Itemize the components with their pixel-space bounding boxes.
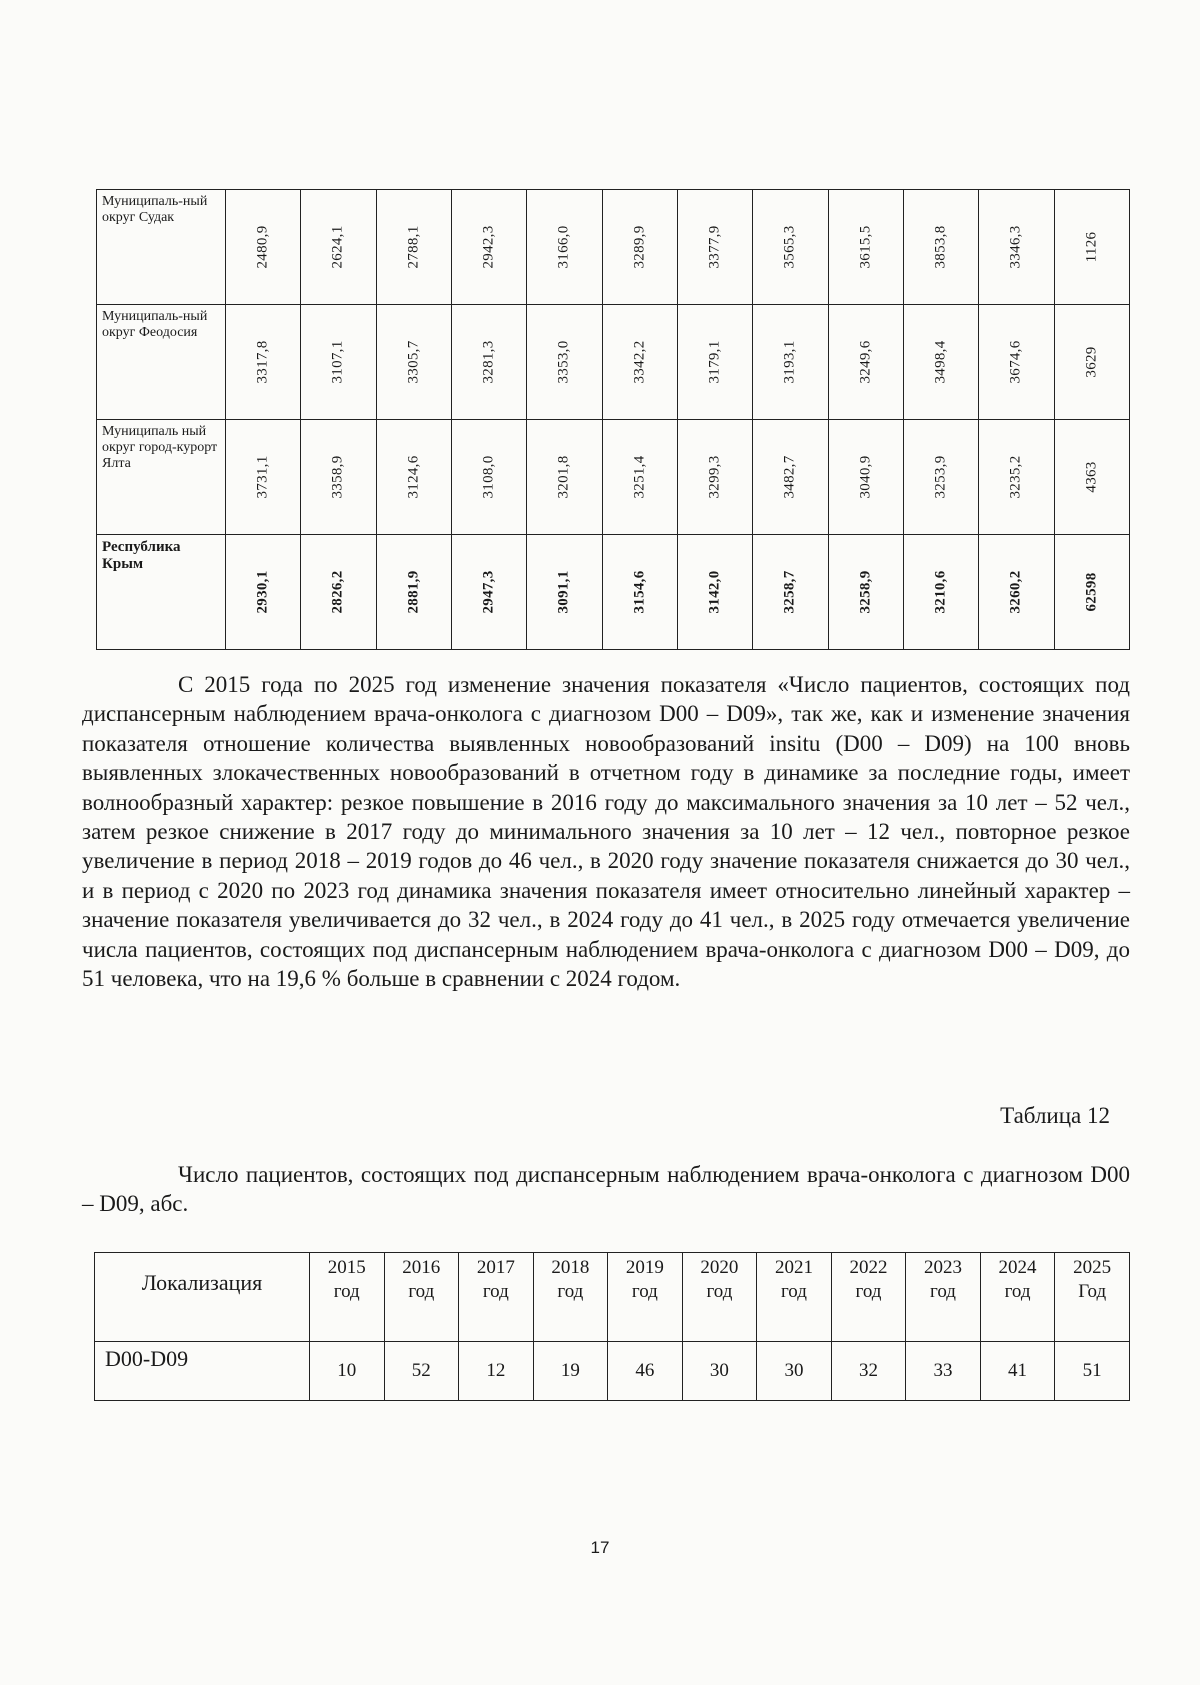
table-cell bbox=[226, 420, 301, 535]
year-unit: год bbox=[408, 1281, 435, 1302]
row-label: Муниципаль ный округ город-курорт Ялта bbox=[97, 420, 226, 535]
table-cell bbox=[1054, 535, 1129, 650]
table-cell: 19 bbox=[533, 1342, 608, 1401]
cell-value: 3498,4 bbox=[932, 340, 949, 384]
body-paragraph bbox=[82, 670, 1130, 993]
table-cell bbox=[753, 305, 828, 420]
year-header bbox=[533, 1253, 608, 1342]
cell-value: 3201,8 bbox=[555, 455, 572, 499]
localization-header: Локализация bbox=[95, 1253, 310, 1342]
table-cell bbox=[677, 420, 752, 535]
table-row bbox=[97, 305, 1130, 420]
year-label: 2025 bbox=[1073, 1257, 1112, 1278]
year-label: 2019 bbox=[625, 1257, 664, 1278]
table-cell bbox=[979, 420, 1054, 535]
table-title-text: Число пациентов, состоящих под диспансерным наблюдением врача-онколога с диагнозом D00 – D09, абс. bbox=[82, 1162, 1130, 1216]
cell-value: 3281,3 bbox=[480, 340, 497, 384]
year-label: 2024 bbox=[998, 1257, 1037, 1278]
table-cell bbox=[753, 535, 828, 650]
table-cell bbox=[828, 305, 903, 420]
table-cell bbox=[1054, 190, 1129, 305]
table-cell bbox=[451, 535, 526, 650]
year-header bbox=[608, 1253, 683, 1342]
table-cell bbox=[602, 190, 677, 305]
table-cell bbox=[602, 305, 677, 420]
year-unit: год bbox=[855, 1281, 882, 1302]
year-label: 2023 bbox=[924, 1257, 963, 1278]
year-unit: год bbox=[930, 1281, 956, 1302]
table-cell: 52 bbox=[384, 1342, 459, 1401]
cell-value: 2788,1 bbox=[405, 225, 422, 269]
cell-value: 3358,9 bbox=[329, 455, 346, 499]
table-cell bbox=[301, 420, 376, 535]
year-unit: год bbox=[1004, 1281, 1031, 1302]
table-cell bbox=[527, 305, 602, 420]
table-cell bbox=[828, 420, 903, 535]
cell-value: 3629 bbox=[1083, 346, 1100, 378]
cell-value: 3346,3 bbox=[1007, 225, 1024, 269]
table-cell: 30 bbox=[757, 1342, 832, 1401]
year-header bbox=[906, 1253, 981, 1342]
cell-value: 3377,9 bbox=[706, 225, 723, 269]
table-cell bbox=[226, 305, 301, 420]
year-unit: год bbox=[706, 1281, 733, 1302]
table-cell bbox=[828, 190, 903, 305]
table-cell bbox=[376, 535, 451, 650]
table-cell bbox=[602, 535, 677, 650]
table-cell bbox=[903, 190, 978, 305]
cell-value: 3674,6 bbox=[1007, 340, 1024, 384]
cell-value: 2826,2 bbox=[329, 570, 346, 614]
cell-value: 3040,9 bbox=[857, 455, 874, 499]
year-header bbox=[310, 1253, 385, 1342]
cell-value: 3154,6 bbox=[631, 570, 648, 614]
table-cell bbox=[301, 305, 376, 420]
cell-value: 3091,1 bbox=[555, 570, 572, 614]
year-header bbox=[459, 1253, 534, 1342]
table-cell: 32 bbox=[831, 1342, 906, 1401]
paragraph-text: С 2015 года по 2025 год изменение значения показателя «Число пациентов, состоящих под диспансерным наблюдением врача-онколога с диагнозом D00 – D09», так же, как и изменение значения показателя отношение количества выявленных новообразований insitu (D00 – D09) на 100 вновь выявленных злокачественных новообразований в отчетном году в динамике за последние годы, имеет волнообразный характер: резкое повышение в 2016 году до максимального значения за 10 лет – 52 чел., затем резкое снижение в 2017 году до минимального значения за 10 лет – 12 чел., повторное резкое увеличение в период 2018 – 2019 годов до 46 чел., в 2020 году значение показателя снижается до 30 чел., и в период с 2020 по 2023 год динамика значения показателя имеет относительно линейный характер – значение показателя увеличивается до 32 чел., в 2024 году до 41 чел., в 2025 году отмечается увеличение числа пациентов, состоящих под диспансерным наблюдением врача-онколога с диагнозом D00 – D09, до 51 человека, что на 19,6 % больше в сравнении с 2024 годом. bbox=[82, 672, 1130, 992]
cell-value: 3258,7 bbox=[781, 570, 798, 614]
table-cell bbox=[451, 190, 526, 305]
table-cell bbox=[979, 535, 1054, 650]
cell-value: 3258,9 bbox=[857, 570, 874, 614]
year-header bbox=[757, 1253, 832, 1342]
cell-value: 3615,5 bbox=[857, 225, 874, 269]
year-label: 2018 bbox=[551, 1257, 590, 1278]
table-cell bbox=[527, 535, 602, 650]
year-unit: год bbox=[780, 1281, 807, 1302]
cell-value: 3142,0 bbox=[706, 570, 723, 614]
cell-value: 3166,0 bbox=[555, 225, 572, 269]
table-cell bbox=[226, 190, 301, 305]
row-label: D00-D09 bbox=[95, 1342, 310, 1401]
table-cell bbox=[226, 535, 301, 650]
year-header bbox=[384, 1253, 459, 1342]
table-cell bbox=[828, 535, 903, 650]
year-label: 2020 bbox=[700, 1257, 739, 1278]
row-label: Муниципаль-ный округ Судак bbox=[97, 190, 226, 305]
table-cell bbox=[527, 190, 602, 305]
year-header bbox=[980, 1253, 1055, 1342]
table-row bbox=[97, 190, 1130, 305]
table-cell bbox=[903, 535, 978, 650]
table-cell bbox=[376, 305, 451, 420]
cell-value: 3179,1 bbox=[706, 340, 723, 384]
year-unit: год bbox=[482, 1281, 509, 1302]
cell-value: 3193,1 bbox=[781, 340, 798, 384]
table-cell bbox=[753, 190, 828, 305]
cell-value: 3731,1 bbox=[254, 455, 271, 499]
cell-value: 3249,6 bbox=[857, 340, 874, 384]
cell-value: 2881,9 bbox=[405, 570, 422, 614]
table-cell: 30 bbox=[682, 1342, 757, 1401]
year-unit: Год bbox=[1078, 1281, 1107, 1302]
cell-value: 3853,8 bbox=[932, 225, 949, 269]
cell-value: 3253,9 bbox=[932, 455, 949, 499]
d00-d09-patients-table bbox=[94, 1252, 1130, 1401]
cell-value: 3260,2 bbox=[1007, 570, 1024, 614]
table-cell bbox=[677, 190, 752, 305]
row-label: Республика Крым bbox=[97, 535, 226, 650]
year-unit: год bbox=[333, 1281, 360, 1302]
cell-value: 4363 bbox=[1083, 461, 1100, 493]
table-cell: 10 bbox=[310, 1342, 385, 1401]
row-label: Муниципаль-ный округ Феодосия bbox=[97, 305, 226, 420]
cell-value: 3353,0 bbox=[555, 340, 572, 384]
table-title bbox=[82, 1160, 1130, 1218]
table-cell bbox=[753, 420, 828, 535]
table-cell bbox=[527, 420, 602, 535]
year-label: 2016 bbox=[402, 1257, 441, 1278]
table-cell bbox=[301, 190, 376, 305]
cell-value: 3251,4 bbox=[631, 455, 648, 499]
cell-value: 1126 bbox=[1083, 231, 1100, 263]
year-label: 2015 bbox=[327, 1257, 366, 1278]
cell-value: 3107,1 bbox=[329, 340, 346, 384]
table-cell bbox=[1054, 305, 1129, 420]
table-cell: 33 bbox=[906, 1342, 981, 1401]
cell-value: 3299,3 bbox=[706, 455, 723, 499]
year-header bbox=[1055, 1253, 1130, 1342]
table-cell: 46 bbox=[608, 1342, 683, 1401]
cell-value: 3235,2 bbox=[1007, 455, 1024, 499]
table-header-row bbox=[95, 1253, 1130, 1342]
cell-value: 3289,9 bbox=[631, 225, 648, 269]
table-row bbox=[97, 420, 1130, 535]
cell-value: 3565,3 bbox=[781, 225, 798, 269]
table-cell bbox=[602, 420, 677, 535]
year-label: 2021 bbox=[774, 1257, 813, 1278]
table-cell: 51 bbox=[1055, 1342, 1130, 1401]
year-label: 2022 bbox=[849, 1257, 888, 1278]
table-row bbox=[97, 535, 1130, 650]
cell-value: 3305,7 bbox=[405, 340, 422, 384]
table-cell: 41 bbox=[980, 1342, 1055, 1401]
cell-value: 3317,8 bbox=[254, 340, 271, 384]
table-cell bbox=[376, 190, 451, 305]
regional-indicators-table bbox=[96, 189, 1130, 650]
cell-value: 2624,1 bbox=[329, 225, 346, 269]
table-cell bbox=[677, 305, 752, 420]
cell-value: 3124,6 bbox=[405, 455, 422, 499]
table-cell bbox=[451, 420, 526, 535]
year-header bbox=[682, 1253, 757, 1342]
year-unit: год bbox=[631, 1281, 658, 1302]
table-caption: Таблица 12 bbox=[1000, 1103, 1110, 1128]
cell-value: 3342,2 bbox=[631, 340, 648, 384]
table-cell bbox=[301, 535, 376, 650]
table-cell bbox=[903, 420, 978, 535]
cell-value: 3210,6 bbox=[932, 570, 949, 614]
year-unit: год bbox=[557, 1281, 584, 1302]
cell-value: 3482,7 bbox=[781, 455, 798, 499]
cell-value: 62598 bbox=[1083, 572, 1100, 612]
cell-value: 2480,9 bbox=[254, 225, 271, 269]
table-cell bbox=[1054, 420, 1129, 535]
table-cell bbox=[903, 305, 978, 420]
table-row bbox=[95, 1342, 1130, 1401]
cell-value: 3108,0 bbox=[480, 455, 497, 499]
cell-value: 2930,1 bbox=[254, 570, 271, 614]
table-cell bbox=[451, 305, 526, 420]
cell-value: 2947,3 bbox=[480, 570, 497, 614]
page-number: 17 bbox=[590, 1538, 610, 1557]
table-cell bbox=[979, 305, 1054, 420]
year-label: 2017 bbox=[476, 1257, 515, 1278]
year-header bbox=[831, 1253, 906, 1342]
table-cell bbox=[979, 190, 1054, 305]
table-cell: 12 bbox=[459, 1342, 534, 1401]
table-cell bbox=[376, 420, 451, 535]
cell-value: 2942,3 bbox=[480, 225, 497, 269]
table-cell bbox=[677, 535, 752, 650]
